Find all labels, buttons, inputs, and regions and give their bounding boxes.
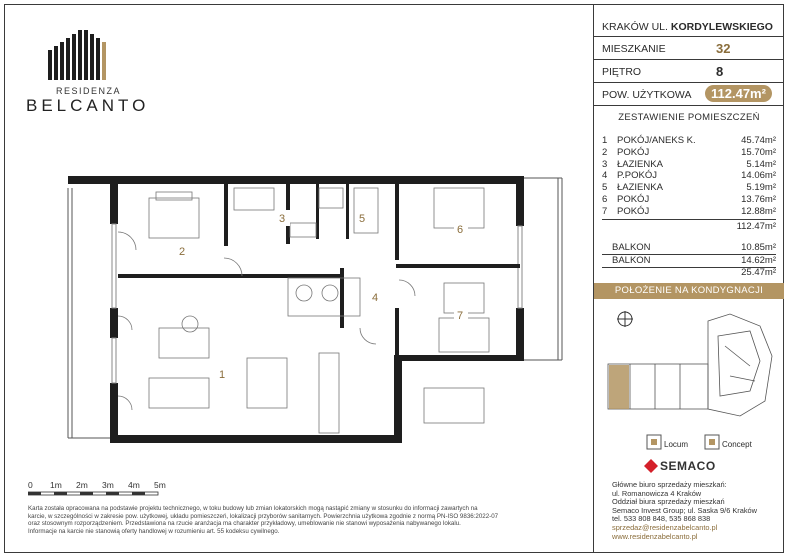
- scale-label-3: 3m: [102, 480, 114, 490]
- room-label-6: 6: [457, 224, 464, 236]
- apartment-row: [594, 37, 784, 60]
- rooms-total: 112.47m²: [736, 221, 776, 232]
- rooms-total-rule: [602, 219, 776, 220]
- rooms-list: [602, 135, 776, 218]
- concept-logo-icon: [704, 434, 720, 450]
- locum-label: Locum: [664, 440, 689, 449]
- belcanto-logo-icon: [20, 30, 140, 82]
- room-row: 3 ŁAZIENKA 5.14m²: [602, 158, 776, 170]
- room-row: 6 POKÓJ 13.76m²: [602, 193, 776, 205]
- scale-label-1: 1m: [50, 480, 62, 490]
- balcony-row: BALKON 10.85m²: [612, 242, 776, 253]
- floor-row: [594, 60, 784, 83]
- contact-info: Główne biuro sprzedaży mieszkań: ul. Romanowicza 4 Kraków Oddział biura sprzedaży mieszkań Semaco Invest Group; ul. Saska 9/6 Kraków tel. 533 808 848, 535 868 838 sprzedaz@residenzabelcanto.pl www.residenzabelcanto.pl: [612, 481, 777, 541]
- location-row: [594, 14, 784, 37]
- level-map: [600, 306, 780, 426]
- room-row: 1 POKÓJ/ANEKS K. 45.74m²: [602, 135, 776, 146]
- room-label-1: 1: [219, 369, 226, 381]
- room-row: 2 POKÓJ 15.70m²: [602, 146, 776, 158]
- scale-bar: [28, 490, 168, 500]
- room-row: 7 POKÓJ 12.88m²: [602, 205, 776, 217]
- street-name: KORDYLEWSKIEGO: [670, 21, 773, 33]
- room-label-4: 4: [372, 292, 379, 304]
- scale-label-2: 2m: [76, 480, 88, 490]
- scale-label-4: 4m: [128, 480, 140, 490]
- room-label-5: 5: [359, 213, 366, 225]
- balcony-row: BALKON 14.62m²: [612, 255, 776, 266]
- room-label-3: 3: [279, 213, 286, 225]
- floor-number: 8: [716, 64, 724, 79]
- brand-sub: RESIDENZA: [56, 86, 122, 96]
- contact-website[interactable]: www.residenzabelcanto.pl: [612, 531, 698, 541]
- concept-label: Concept: [722, 440, 752, 449]
- floor-label: PIĘTRO: [602, 66, 642, 78]
- disclaimer: Karta została opracowana na podstawie projektu technicznego, w toku budowy lub zmian lokatorskich mogą nastąpić zmiany w stosunku do informacji zawartych na karcie, w szczególności w zakresie pow. użytkowej, układu pomieszczeń, lokalizacji przyborów sanitarnych. Powierzchnia użytkowa zgodnie z normą PN-ISO 9836:2022-07 oraz stosownym rozporządzeniem. Przedstawiona na rzucie aranżacja ma charakter przykładowy, umeblowanie nie stanowi wyposażenia nabywanego lokalu. Informacje na karcie nie stanowią oferty handlowej w rozumieniu art. 55 kodeksu cywilnego.: [28, 505, 499, 535]
- doors: [118, 232, 415, 410]
- locum-logo-icon: [646, 434, 662, 450]
- semaco-label: SEMACO: [660, 459, 716, 473]
- balcony-right: [524, 178, 562, 360]
- apartment-highlight: [609, 365, 629, 409]
- level-title: POŁOŻENIE NA KONDYGNACJI: [594, 283, 784, 299]
- floor-plan: [64, 168, 564, 458]
- room-label-7: 7: [457, 310, 464, 322]
- brand-main: BELCANTO: [26, 96, 150, 115]
- rooms-title: ZESTAWIENIE POMIESZCZEŃ: [618, 112, 760, 123]
- balcony-left: [68, 188, 110, 438]
- inner-walls: [118, 184, 520, 358]
- city-prefix: KRAKÓW UL.: [602, 21, 668, 33]
- area-label: POW. UŻYTKOWA: [602, 89, 692, 101]
- scale-label-0: 0: [28, 480, 33, 490]
- area-row: [594, 83, 784, 106]
- apartment-number: 32: [716, 41, 731, 56]
- room-label-2: 2: [179, 246, 186, 258]
- apartment-label: MIESZKANIE: [602, 43, 666, 55]
- semaco-logo-icon: [644, 459, 658, 473]
- area-badge: 112.47m²: [705, 85, 772, 102]
- room-row: 5 ŁAZIENKA 5.19m²: [602, 182, 776, 194]
- scale-label-5: 5m: [154, 480, 166, 490]
- contact-email[interactable]: sprzedaz@residenzabelcanto.pl: [612, 522, 718, 532]
- balconies-total: 25.47m²: [741, 267, 776, 278]
- room-row: 4 P.POKÓJ 14.06m²: [602, 170, 776, 182]
